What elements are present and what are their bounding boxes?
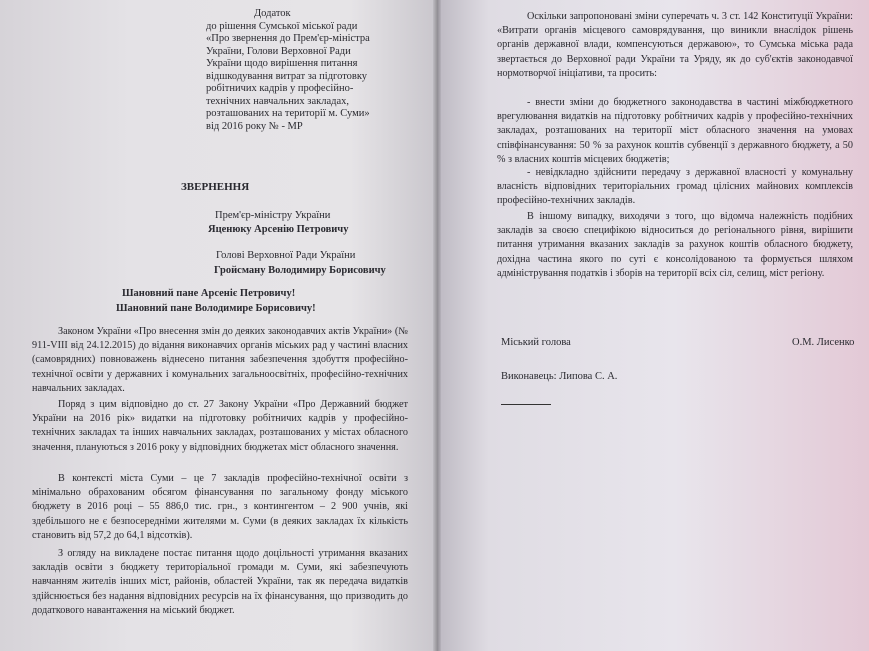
body-paragraph [32, 472, 408, 543]
addressee2-role: Голові Верховної Ради України [216, 250, 356, 261]
addendum-line: технічних навчальних закладах, [206, 95, 349, 107]
body-paragraph [32, 398, 408, 455]
addressee1-name: Яценюку Арсенію Петровичу [208, 224, 349, 235]
body-paragraph [497, 96, 853, 167]
signature-title: Міський голова [501, 337, 571, 348]
document-heading: ЗВЕРНЕННЯ [181, 181, 250, 193]
addendum-line: робітничих кадрів у професійно- [206, 83, 354, 94]
paragraph-text: В іншому випадку, виходячи з того, що відомча належність подібних закладів за своєю специфікою відноситься до регіонального рівня, вирішити питання утримання вказаних закладів за рахунок коштів обласного бюджету, дохідна частина якого по суті є консолідованою та формується шляхом адміністрування податків і зборів на території всіх сіл, селищ, міст регіону. [497, 211, 853, 279]
addendum-line: розташованих на території м. Суми» [206, 108, 370, 119]
greeting-2: Шановний пане Володимире Борисовичу! [116, 303, 316, 314]
paragraph-text: З огляду на викладене постає питання щодо доцільності утримання вказаних закладів освіти з бюджету територіальної громади м. Суми, які забезпечують навчанням жителів інших міст, районів, областей України, так як передача видатків здійснюється без надання відповідних ресурсів на їх фінансування, що призводить до додаткового навантаження на міський бюджет. [32, 548, 408, 616]
addressee1-role: Прем'єр-міністру України [215, 210, 331, 221]
addendum-block [206, 8, 411, 133]
paragraph-text: - невідкладно здійснити передачу з державної власності у комунальну власність відповідних територіальних громад цілісних майнових комплексів професійно-технічних закладів. [497, 167, 853, 207]
addendum-line: України щодо вирішення питання [206, 58, 358, 69]
executor-line: Виконавець: Липова С. А. [501, 371, 618, 382]
page-fold [433, 0, 441, 651]
addendum-line: «Про звернення до Прем'єр-міністра [206, 33, 370, 44]
greeting-1: Шановний пане Арсеніє Петровичу! [122, 288, 296, 299]
signature-underline [501, 392, 551, 410]
paragraph-text: Поряд з цим відповідно до ст. 27 Закону України «Про Державний бюджет України на 2016 рік» видатки на підготовку робітничих кадрів у професійно-технічних закладах та інших навчальних закладах, розташованих у містах обласного значення, плануються з 2016 року у відповідних бюджетах міст обласного значення. [32, 399, 408, 453]
signature-name: О.М. Лисенко [792, 337, 855, 348]
addendum-line: від 2016 року № - МР [206, 120, 303, 132]
right-page [437, 0, 869, 651]
addressee2-name: Гройсману Володимиру Борисовичу [214, 265, 386, 276]
body-paragraph [497, 166, 853, 209]
addendum-line: Додаток [254, 8, 291, 19]
addendum-line: до рішення Сумської міської ради [206, 20, 358, 32]
body-paragraph [497, 10, 853, 81]
paragraph-text: - внести зміни до бюджетного законодавства в частині міжбюджетного врегулювання видатків на підготовку робітничих кадрів у професійно-технічних закладах, розташованих на території міст обласного значення на умовах співфінансування: 50 % за рахунок коштів субвенції з державного бюджету, а 50 % з власних коштів місцевих бюджетів; [497, 97, 853, 165]
body-paragraph [497, 210, 853, 281]
addendum-line: відшкодування витрат за підготовку [206, 70, 368, 82]
paragraph-text: В контексті міста Суми – це 7 закладів професійно-технічної освіти з мінімально обрахованим обсягом фінансування по загальному фонду міського бюджету в 2016 році – 55 886,0 тис. грн., з контингентом – 2 900 учнів, які здебільшого не є безпосередніми жителями м. Суми (в деяких закладах їх кількість становить від 57,2 до 64,1 відсотків). [32, 473, 408, 541]
body-paragraph [32, 325, 408, 396]
paragraph-text: Законом України «Про внесення змін до деяких законодавчих актів України» (№ 911-VIII від 24.12.2015) до відання виконавчих органів міських рад у частині власних (самоврядних) повноважень віднесено питання забезпечення здобуття професійно-технічної освіти у державних і комунальних загальноосвітніх, професійно-технічних навчальних закладах. [32, 326, 408, 394]
body-paragraph [32, 547, 408, 618]
addendum-line: України, Голови Верховної Ради [206, 45, 351, 57]
paragraph-text: Оскільки запропоновані зміни суперечать ч. 3 ст. 142 Конституції України: «Витрати органів місцевого самоврядування, що виникли внаслідок рішень органів державної влади, компенсуються державою», то Сумська міська рада звертається до Верховної ради України та Уряду, як до суб'єктів законодавчої нормотворчої ініціативи, та просить: [497, 11, 853, 79]
